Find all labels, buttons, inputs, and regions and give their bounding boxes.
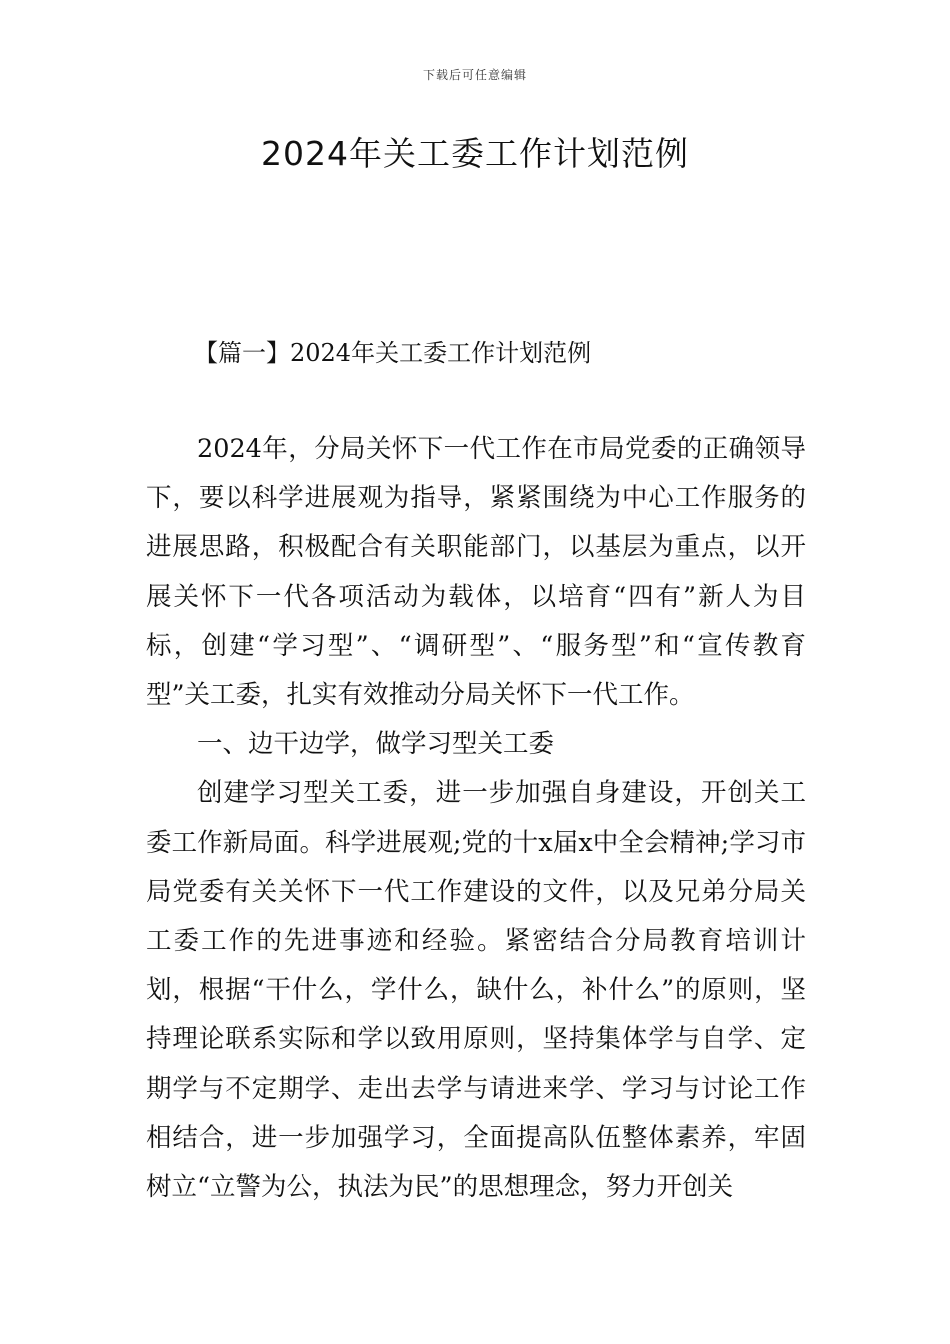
paragraph-subheading: 一、边干边学，做学习型关工委: [197, 729, 555, 760]
header-note: 下载后可任意编辑: [422, 68, 527, 82]
body-text: [146, 425, 806, 1212]
paragraph-intro: 2024年，分局关怀下一代工作在市局党委的正确领导下，要以科学进展观为指导，紧紧围绕为中心工作服务的进展思路，积极配合有关职能部门，以基层为重点，以开展关怀下一代各项活动为载体，以培育“四有”新人为目标，创建“学习型”、“调研型”、“服务型”和“宣传教育型”关工委，扎实有效推动分局关怀下一代工作。: [146, 434, 806, 711]
paragraph-learning: 创建学习型关工委，进一步加强自身建设，开创关工委工作新局面。科学进展观;党的十x届x中全会精神;学习市局党委有关关怀下一代工作建设的文件，以及兄弟分局关工委工作的先进事迹和经验。紧密结合分局教育培训计划，根据“干什么，学什么，缺什么，补什么”的原则，坚持理论联系实际和学以致用原则，坚持集体学与自学、定期学与不定期学、走出去学与请进来学、学习与讨论工作相结合，进一步加强学习，全面提高队伍整体素养，牢固树立“立警为公，执法为民”的思想理念，努力开创关: [146, 778, 806, 1203]
section-heading: 【篇一】2024年关工委工作计划范例: [194, 339, 592, 367]
document-title: 2024年关工委工作计划范例: [261, 134, 689, 173]
